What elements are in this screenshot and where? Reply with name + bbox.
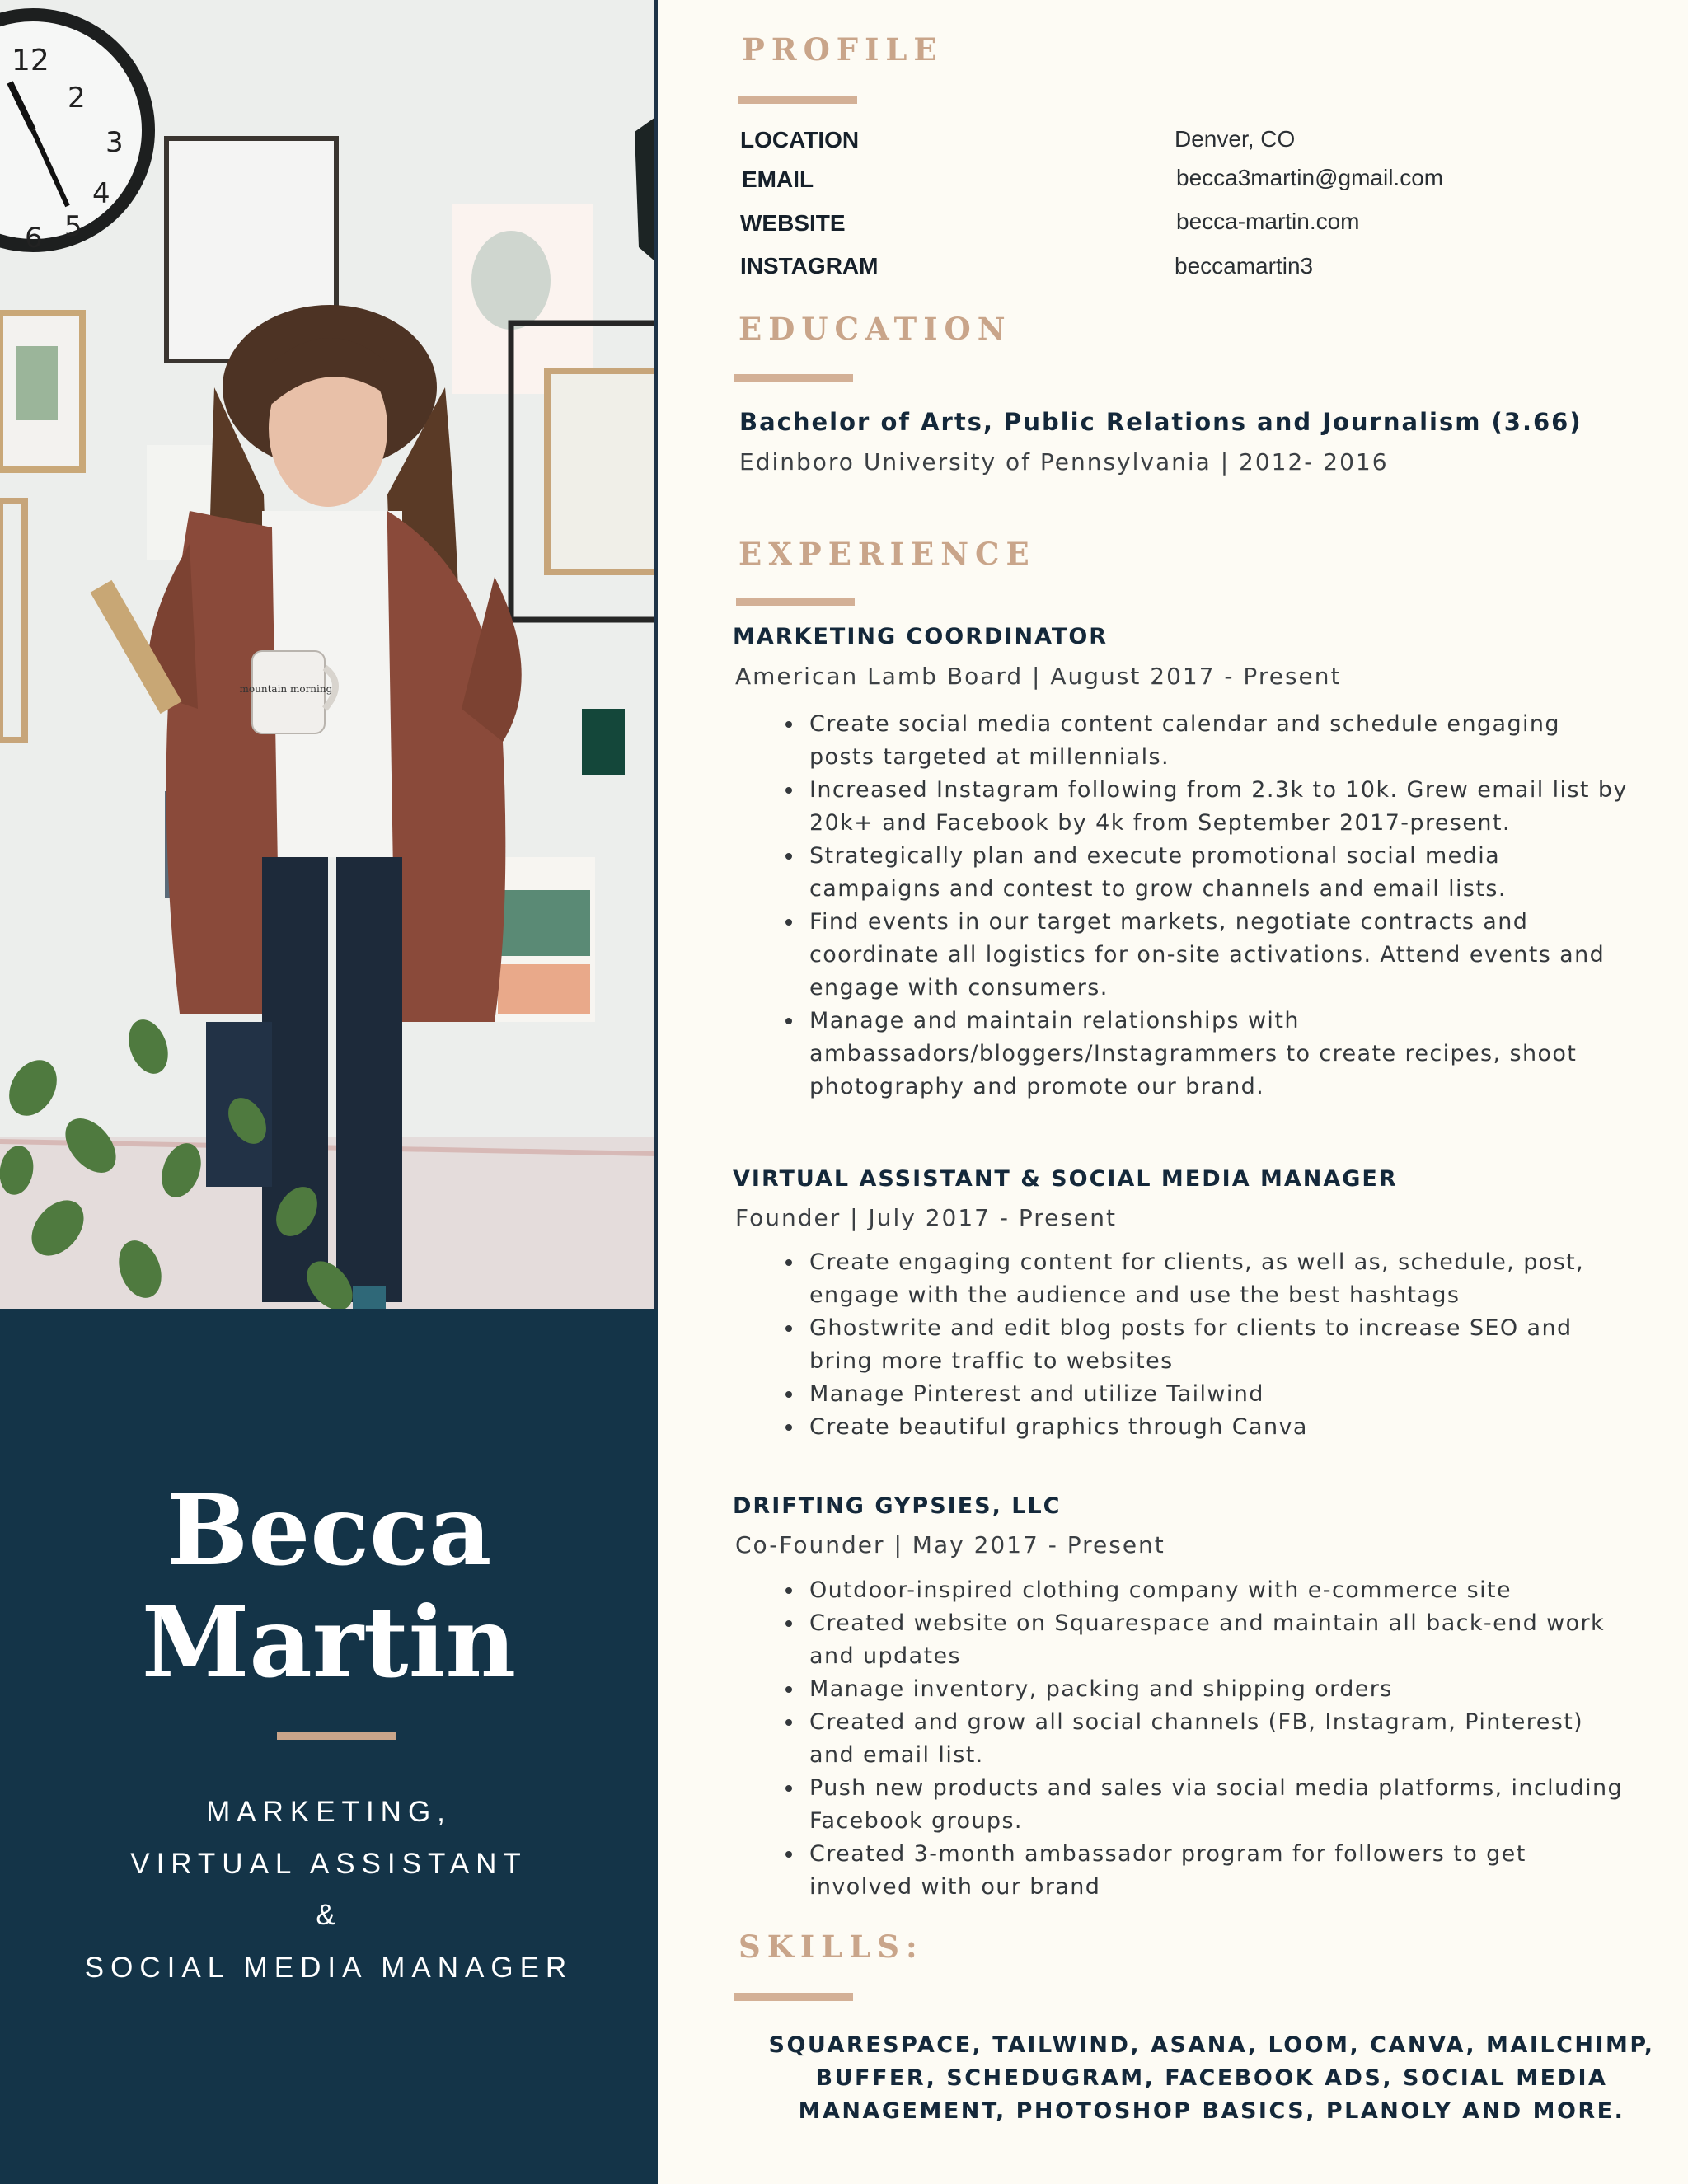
- job-title-line: &: [316, 1899, 342, 1931]
- bullet-item: • Push new products and sales via social media platforms, including Facebook groups.: [804, 1772, 1629, 1838]
- email-value[interactable]: becca3martin@gmail.com: [1176, 165, 1444, 190]
- profile-rule: [738, 96, 857, 104]
- job-title-line: SOCIAL MEDIA MANAGER: [84, 1952, 574, 1984]
- bullet-item: • Strategically plan and execute promotional social media campaigns and contest to grow channels and email lists.: [804, 840, 1629, 906]
- job-bullets: [762, 1574, 1629, 1904]
- website-value[interactable]: becca-martin.com: [1176, 209, 1360, 234]
- svg-text:12: 12: [12, 44, 49, 77]
- education-rule: [734, 374, 853, 382]
- name-panel: [0, 1309, 658, 2184]
- job-title-line: MARKETING,: [206, 1796, 452, 1828]
- job-title-line: VIRTUAL ASSISTANT: [130, 1848, 528, 1880]
- bullet-item: • Find events in our target markets, negotiate contracts and coordinate all logistics for on-site activations. Attend events and engage with consumers.: [804, 906, 1629, 1005]
- left-column: [0, 0, 658, 2184]
- job-title: VIRTUAL ASSISTANT & SOCIAL MEDIA MANAGER: [733, 1166, 1398, 1192]
- profile-heading: PROFILE: [742, 31, 944, 68]
- job-bullets: [762, 708, 1629, 1104]
- svg-text:5: 5: [64, 210, 82, 243]
- photo-illustration: [0, 0, 658, 1309]
- skills-rule: [734, 1993, 853, 2001]
- job-subtitle: Co-Founder | May 2017 - Present: [735, 1531, 1165, 1558]
- last-name: Martin: [141, 1585, 517, 1699]
- bullet-item: • Manage and maintain relationships with ambassadors/bloggers/Instagrammers to create recipes, shoot photography and promote our brand.: [804, 1005, 1629, 1104]
- experience-heading: EXPERIENCE: [738, 536, 1036, 572]
- bullet-item: • Create social media content calendar and schedule engaging posts targeted at millennials.: [804, 708, 1629, 774]
- instagram-value[interactable]: beccamartin3: [1175, 253, 1314, 279]
- bullet-item: • Created website on Squarespace and maintain all back-end work and updates: [804, 1607, 1629, 1673]
- svg-text:3: 3: [106, 126, 124, 159]
- bullet-item: • Manage inventory, packing and shipping orders: [804, 1673, 1629, 1706]
- bullet-item: • Create beautiful graphics through Canva: [804, 1411, 1629, 1444]
- svg-text:6: 6: [25, 222, 43, 255]
- bullet-item: • Outdoor-inspired clothing company with e-commerce site: [804, 1574, 1629, 1607]
- degree-title: Bachelor of Arts, Public Relations and Journalism (3.66): [739, 408, 1582, 436]
- photo-divider: [654, 0, 658, 1309]
- bullet-item: • Ghostwrite and edit blog posts for clients to increase SEO and bring more traffic to websites: [804, 1312, 1629, 1378]
- first-name: Becca: [166, 1473, 492, 1587]
- education-heading: EDUCATION: [738, 311, 1012, 347]
- bullet-item: • Created 3-month ambassador program for followers to get involved with our brand: [804, 1838, 1629, 1904]
- experience-rule: [736, 598, 855, 606]
- name-divider: [277, 1732, 396, 1740]
- location-value: Denver, CO: [1175, 126, 1296, 152]
- job-subtitle: Founder | July 2017 - Present: [735, 1204, 1117, 1231]
- school-line: Edinboro University of Pennsylvania | 2012- 2016: [739, 448, 1389, 476]
- website-label: WEBSITE: [740, 210, 846, 236]
- svg-text:4: 4: [92, 177, 110, 210]
- job-subtitle: American Lamb Board | August 2017 - Present: [735, 663, 1342, 690]
- bullet-item: • Created and grow all social channels (FB, Instagram, Pinterest) and email list.: [804, 1706, 1629, 1772]
- bullet-item: • Increased Instagram following from 2.3k to 10k. Grew email list by 20k+ and Facebook by 4k from September 2017-present.: [804, 774, 1629, 840]
- bullet-item: • Create engaging content for clients, as well as, schedule, post, engage with the audience and use the best hashtags: [804, 1246, 1629, 1312]
- location-label: LOCATION: [740, 127, 860, 152]
- bullet-item: • Manage Pinterest and utilize Tailwind: [804, 1378, 1629, 1411]
- job-title: MARKETING COORDINATOR: [733, 624, 1109, 649]
- email-label: EMAIL: [742, 166, 814, 192]
- instagram-label: INSTAGRAM: [740, 253, 879, 279]
- profile-photo: [0, 0, 658, 1309]
- job-title: DRIFTING GYPSIES, LLC: [733, 1493, 1062, 1519]
- skills-heading: SKILLS:: [738, 1929, 924, 1965]
- svg-text:2: 2: [68, 82, 86, 115]
- svg-text:mountain mornings: mountain mornings: [239, 683, 338, 695]
- job-bullets: [762, 1246, 1629, 1444]
- skills-list: SQUARESPACE, TAILWIND, ASANA, LOOM, CANVA, MAILCHIMP, BUFFER, SCHEDUGRAM, FACEBOOK ADS, SOCIAL MEDIA MANAGEMENT, PHOTOSHOP BASICS, PLANOLY AND MORE.: [768, 2032, 1655, 2124]
